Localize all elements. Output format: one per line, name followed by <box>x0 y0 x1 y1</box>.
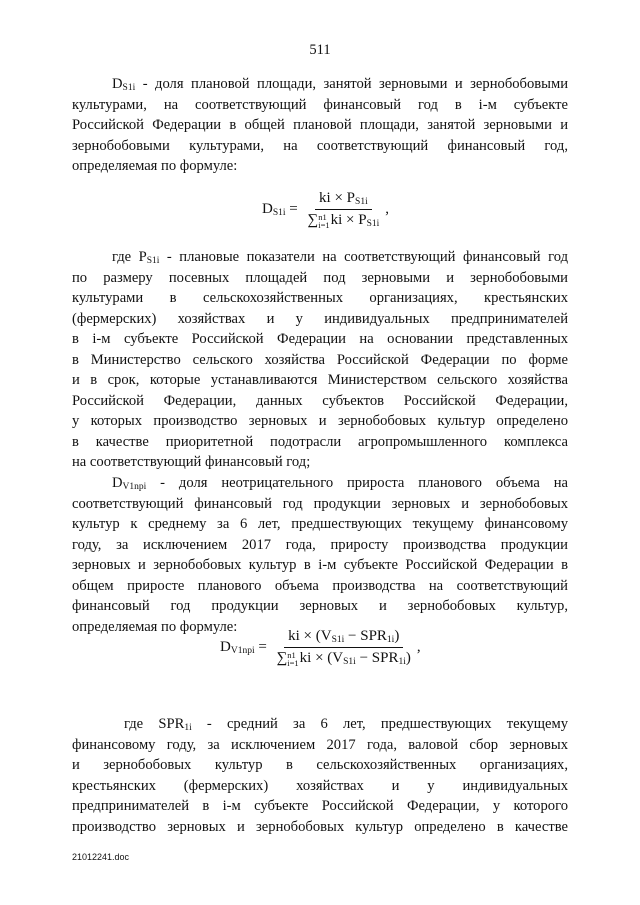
page-number: 511 <box>309 42 331 58</box>
paragraph-line: где $P_{S1i}$ - плановые показатели на соответствующий финансовый год <box>112 249 568 266</box>
paragraph-line: в качестве приоритетной подотрасли агропромышленного комплекса <box>72 433 568 450</box>
paragraph-line: Российской Федерации в общей плановой площади, занятой зерновыми и <box>72 117 568 133</box>
paragraph-ps1i-definition <box>72 247 568 473</box>
formula-comma: , <box>416 639 421 655</box>
symbol-subscript: S1i <box>122 83 136 93</box>
paragraph-line <box>72 74 568 95</box>
document-footer: 21012241.doc <box>72 852 130 862</box>
paragraph-line: на соответствующий финансовый год; <box>72 454 311 470</box>
paragraph-line: крестьянских (фермерских) хозяйствах и у индивидуальных <box>72 777 568 794</box>
fraction-denominator: ∑ n1 i=1 ki × $(V_{S1i} - SPR_{1i})$ <box>276 649 411 668</box>
paragraph-line: определяемая по формуле: <box>72 158 238 174</box>
paragraph-line: и в срок, которые устанавливаются Министерством сельского хозяйства <box>72 372 568 388</box>
fraction-denominator: ∑ n1 i=1 ki × $P_{S1i}$ <box>307 211 380 230</box>
paragraph-line: по размеру посевных площадей под зерновыми и зернобобовыми <box>72 269 568 286</box>
paragraph-line: зернобобовыми культурами, на соответствующий финансовый год, <box>72 137 568 154</box>
equals-sign: = <box>285 201 302 217</box>
symbol: D <box>112 76 123 92</box>
paragraph-line: культур к среднему за 6 лет, предшествующих текущему финансовому <box>72 516 568 532</box>
paragraph-line: у которых производство зерновых и зернобобовых культур определено <box>72 413 568 429</box>
formula-lhs: $D_{V1npi}$ <box>220 639 255 656</box>
paragraph-spr1i-definition <box>72 714 568 837</box>
paragraph-line: зерновых и зернобобовых культур в i-м субъекте Российской Федерации в <box>72 557 568 573</box>
formula-dsli <box>262 190 389 229</box>
paragraph-line: производство зерновых и зернобобовых культур определено в качестве <box>72 818 568 835</box>
formula-dv1npi <box>220 628 421 667</box>
formula-comma: , <box>385 201 390 217</box>
paragraph-dv1npi-definition <box>72 473 568 637</box>
paragraph-line: (фермерских) хозяйствах и у индивидуальных предпринимателей <box>72 310 568 327</box>
paragraph-dsli-definition <box>72 74 568 177</box>
fraction <box>304 190 384 229</box>
paragraph-line: Российской Федерации, данных субъектов Российской Федерации, <box>72 392 568 409</box>
fraction-numerator: ki × $(V_{S1i} - SPR_{1i})$ <box>284 628 403 648</box>
equals-sign: = <box>254 639 271 655</box>
paragraph-line: $D_{V1npi}$ - доля неотрицательного прироста планового объема на <box>112 475 568 492</box>
paragraph-line: определяемая по формуле: <box>72 618 238 635</box>
paragraph-line: культурами в сельскохозяйственных организациях, крестьянских <box>72 290 568 306</box>
paragraph-line: где $SPR_{1i}$ - средний за 6 лет, предшествующих текущему <box>124 716 569 733</box>
paragraph-line: финансовому году, за исключением 2017 года, валовой сбор зерновых <box>72 736 568 753</box>
paragraph-line: культурами, на соответствующий финансовый год в i-м субъекте <box>72 96 568 113</box>
paragraph-line: соответствующий финансовый год продукции зерновых и зернобобовых <box>72 495 568 512</box>
paragraph-line: и зернобобовых культур в сельскохозяйственных организациях, <box>72 757 568 773</box>
text-run: - доля плановой площади, занятой зерновыми и зернобобовыми <box>135 76 568 92</box>
paragraph-line: финансовый год продукции зерновых и зернобобовых культур, <box>72 598 568 614</box>
paragraph-line: предпринимателей в i-м субъекте Российской Федерации, у которого <box>72 798 568 814</box>
paragraph-line: общем приросте планового объема производства на соответствующий <box>72 577 568 594</box>
paragraph-line: в i-м субъекте Российской Федерации на основании представленных <box>72 331 568 347</box>
paragraph-line: году, за исключением 2017 года, приросту производства продукции <box>72 536 568 553</box>
fraction <box>273 628 415 667</box>
paragraph-line: в Министерство сельского хозяйства Российской Федерации по форме <box>72 351 568 368</box>
formula-lhs: $D_{S1i}$ <box>262 201 286 218</box>
fraction-numerator: ki × $P_{S1i}$ <box>315 190 372 210</box>
